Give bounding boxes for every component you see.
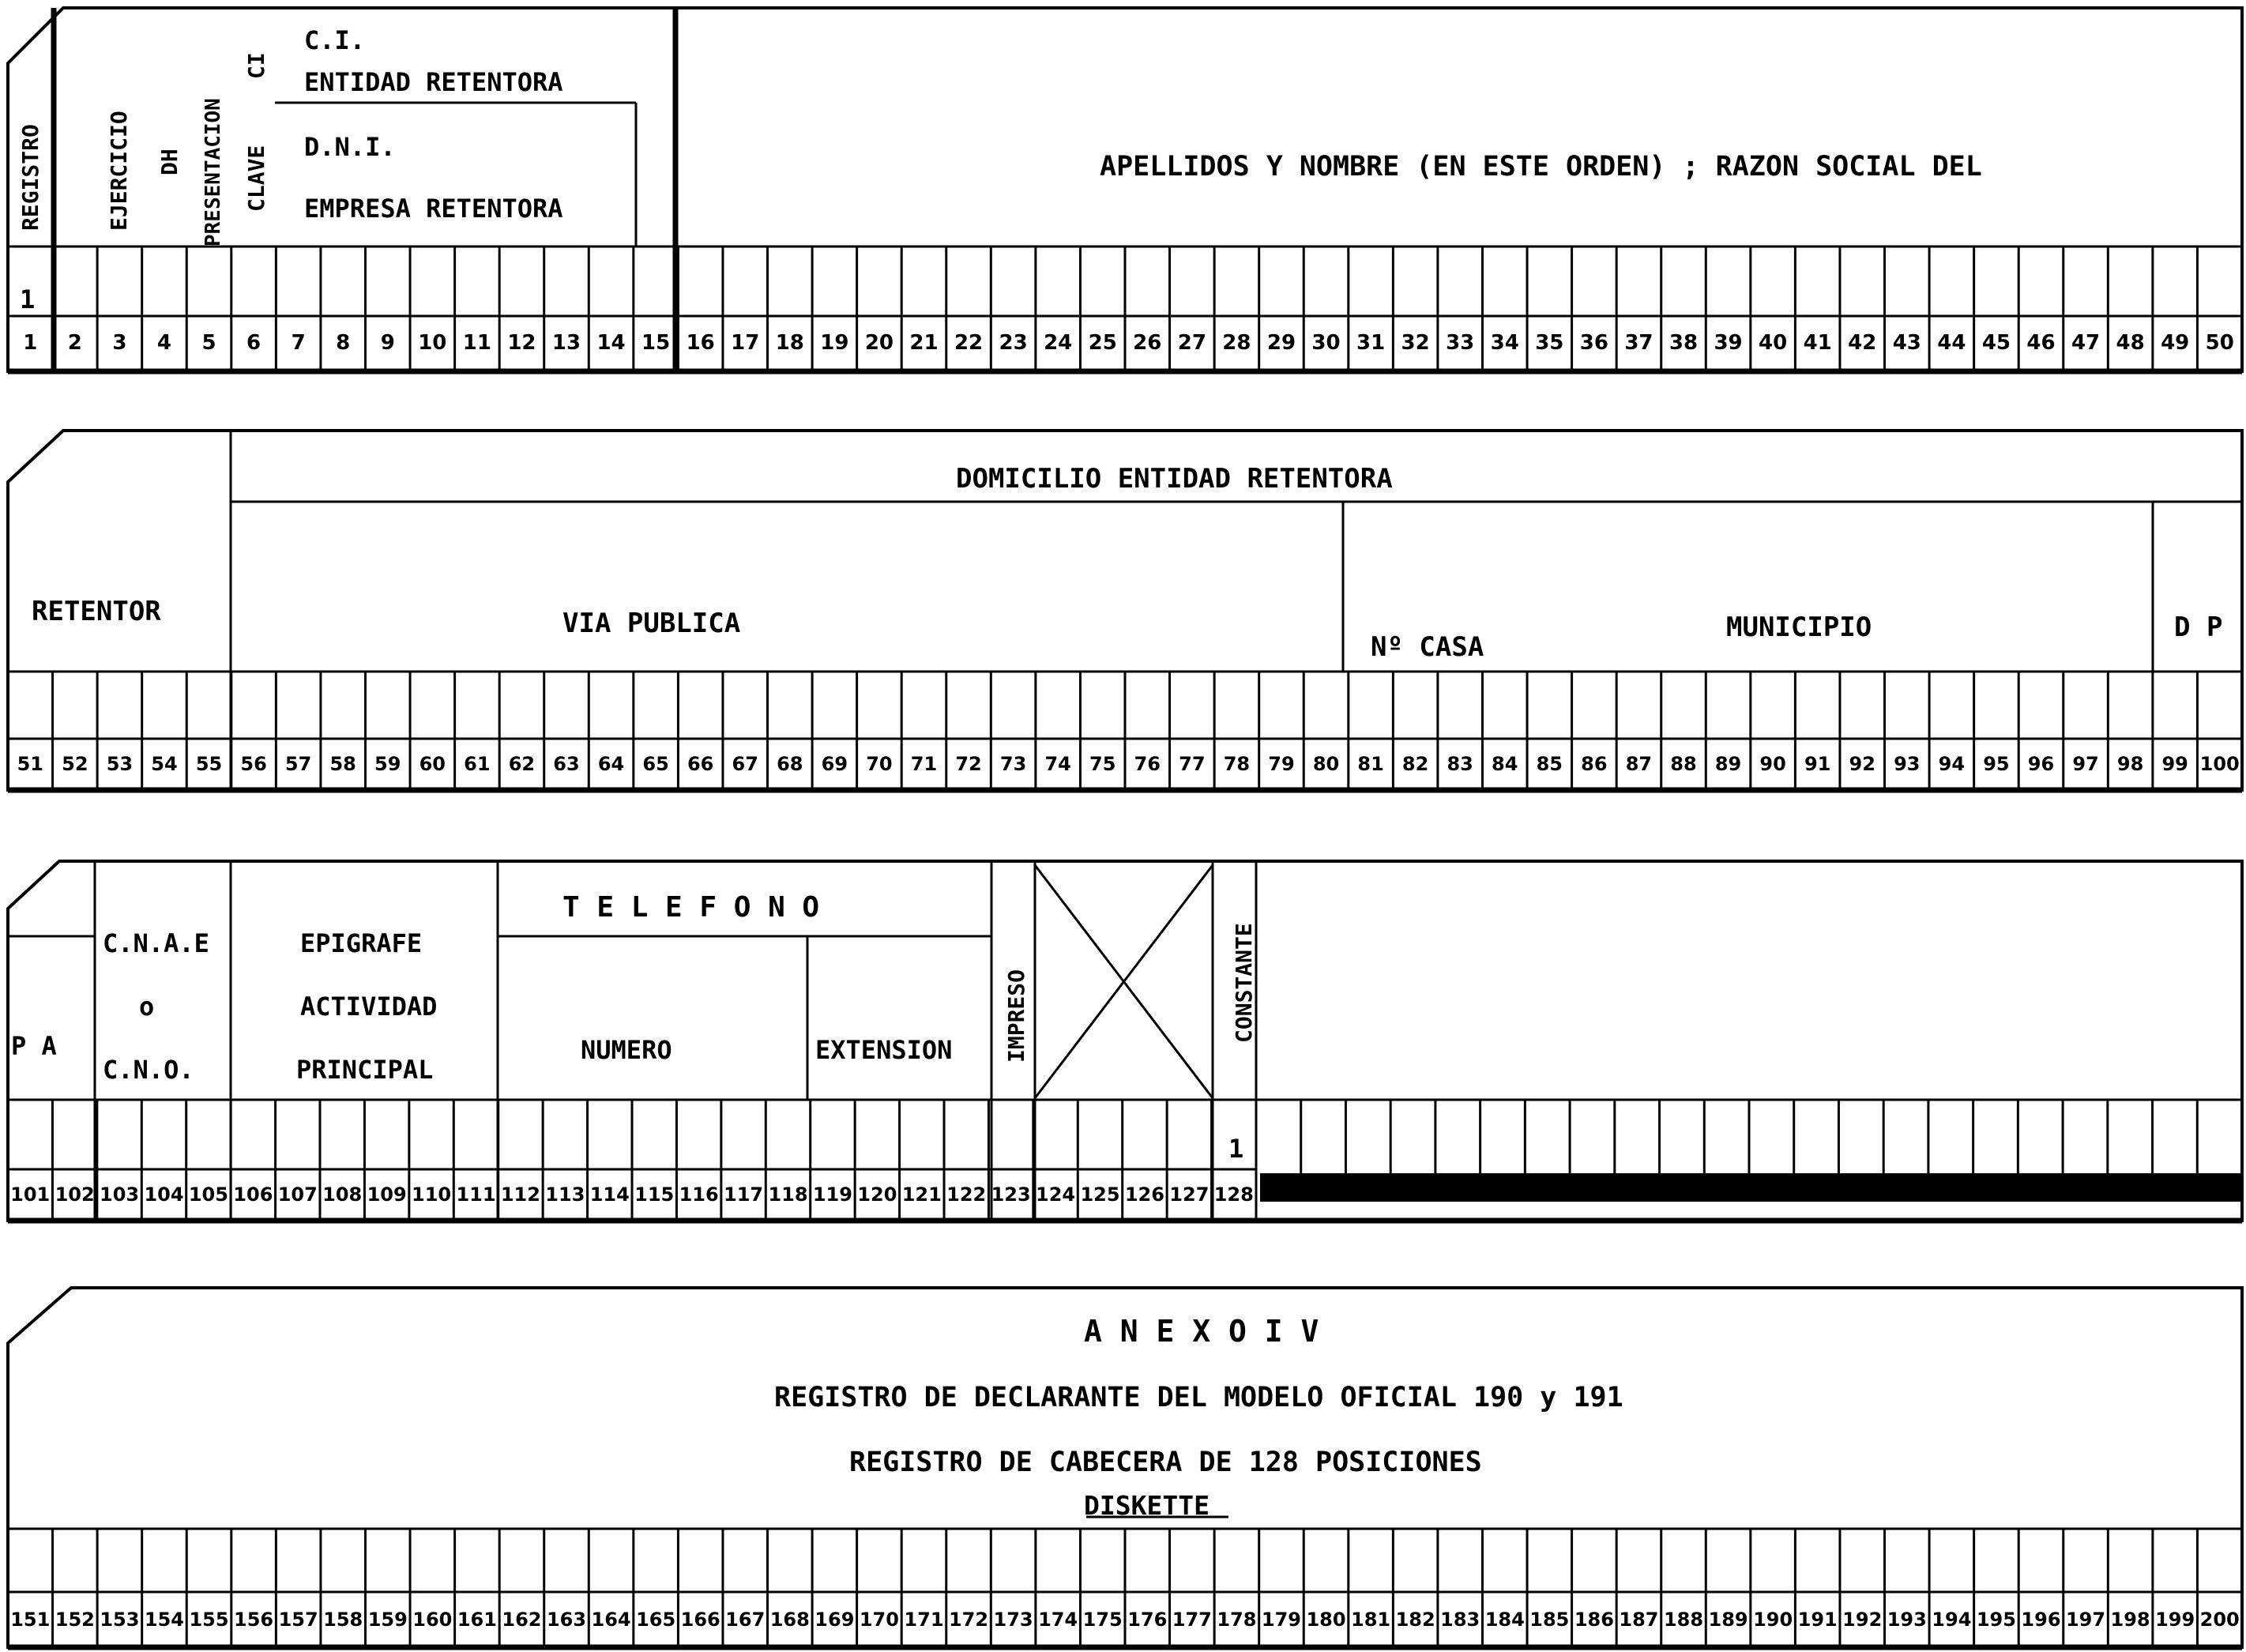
position-number: 12: [507, 331, 536, 355]
position-number: 54: [151, 753, 178, 775]
position-number: 152: [55, 1609, 95, 1631]
card-positions-1-50: [8, 8, 2242, 371]
position-number: 45: [1981, 331, 2011, 355]
position-number: 41: [1803, 331, 1832, 355]
position-number: 52: [62, 753, 88, 775]
position-number: 105: [188, 1183, 228, 1206]
position-number: 125: [1080, 1183, 1120, 1206]
impreso-header: IMPRESO: [1003, 969, 1029, 1063]
position-number: 107: [277, 1183, 318, 1206]
position-number: 58: [329, 753, 356, 775]
constante-header: CONSTANTE: [1231, 923, 1257, 1043]
position-number: 180: [1306, 1609, 1346, 1631]
position-number: 165: [636, 1609, 676, 1631]
position-number: 197: [2065, 1609, 2106, 1631]
ci-header: CI: [243, 52, 269, 79]
position-number: 102: [55, 1183, 95, 1206]
position-number: 27: [1177, 331, 1206, 355]
position-number: 178: [1217, 1609, 1257, 1631]
position-number: 117: [724, 1183, 764, 1206]
position-number: 187: [1619, 1609, 1659, 1631]
position-number: 124: [1036, 1183, 1076, 1206]
position-number: 77: [1179, 753, 1206, 775]
position-number: 151: [10, 1609, 51, 1631]
position-number: 88: [1670, 753, 1697, 775]
via-publica-header: VIA PUBLICA: [562, 608, 741, 639]
position-number: 35: [1535, 331, 1564, 355]
position-number: 123: [991, 1183, 1031, 1206]
position-number: 67: [732, 753, 758, 775]
position-number: 8: [336, 331, 351, 355]
position-number: 194: [1932, 1609, 1972, 1631]
position-number: 157: [278, 1609, 318, 1631]
position-number: 177: [1172, 1609, 1212, 1631]
position-number: 50: [2205, 331, 2234, 355]
position-number: 34: [1490, 331, 1519, 355]
position-number: 89: [1714, 753, 1742, 775]
position-number: 63: [553, 753, 580, 775]
position-number: 48: [2116, 331, 2145, 355]
position-number: 47: [2071, 331, 2101, 355]
position-number: 75: [1089, 753, 1116, 775]
apellidos-nombre-header: APELLIDOS Y NOMBRE (EN ESTE ORDEN) ; RAZON SOCIAL DEL: [1100, 151, 1982, 183]
position-number: 30: [1311, 331, 1341, 355]
position-number: 14: [596, 331, 626, 355]
position-number: 185: [1529, 1609, 1570, 1631]
position-number: 40: [1759, 331, 1788, 355]
position-number: 121: [901, 1183, 942, 1206]
position-number: 103: [100, 1183, 140, 1206]
position-number: 16: [686, 331, 715, 355]
position-number: 3: [112, 331, 127, 355]
cnae-label: C.N.A.E: [103, 928, 209, 958]
position-number: 9: [380, 331, 395, 355]
position-number: 155: [189, 1609, 229, 1631]
position-number: 70: [866, 753, 893, 775]
diskette-subtitle: DISKETTE: [1084, 1490, 1210, 1521]
position-number: 172: [948, 1609, 989, 1631]
position-number: 83: [1447, 753, 1473, 775]
position-number: 44: [1937, 331, 1966, 355]
position-number: 87: [1625, 753, 1653, 775]
position-number: 101: [10, 1183, 51, 1206]
position-number: 192: [1842, 1609, 1883, 1631]
position-number: 160: [412, 1609, 453, 1631]
registro-declarante-subtitle: REGISTRO DE DECLARANTE DEL MODELO OFICIAL 190 y 191: [774, 1382, 1623, 1413]
position-number: 19: [820, 331, 849, 355]
position-number: 195: [1976, 1609, 2016, 1631]
position-number: 167: [725, 1609, 766, 1631]
ejercicio-header: EJERCICIO: [106, 111, 132, 231]
position-number: 97: [2072, 753, 2099, 775]
position-number: 33: [1446, 331, 1475, 355]
position-number: 81: [1357, 753, 1384, 775]
presentacion-header: PRESENTACION: [201, 98, 225, 246]
position-number: 25: [1088, 331, 1117, 355]
position-number: 95: [1983, 753, 2010, 775]
position-number: 36: [1579, 331, 1608, 355]
position-number: 104: [144, 1183, 184, 1206]
position-number: 186: [1574, 1609, 1614, 1631]
position-number: 32: [1401, 331, 1430, 355]
position-number: 29: [1266, 331, 1296, 355]
position-number: 13: [551, 331, 581, 355]
position-number: 24: [1044, 331, 1073, 355]
position-number: 49: [2161, 331, 2190, 355]
position-number: 11: [462, 331, 491, 355]
position-number: 113: [545, 1183, 585, 1206]
position-number: 2: [67, 331, 82, 355]
position-number: 79: [1268, 753, 1295, 775]
position-number: 190: [1753, 1609, 1793, 1631]
position-number: 38: [1669, 331, 1699, 355]
registro-header: REGISTRO: [17, 124, 43, 231]
position-number: 183: [1440, 1609, 1480, 1631]
position-number: 116: [679, 1183, 719, 1206]
position-number: 161: [457, 1609, 497, 1631]
position-number: 22: [954, 331, 984, 355]
position-number: 184: [1484, 1609, 1525, 1631]
position-number: 71: [910, 753, 938, 775]
position-number: 181: [1351, 1609, 1391, 1631]
position-number: 119: [812, 1183, 852, 1206]
position-number: 118: [768, 1183, 808, 1206]
pa-header: P A: [11, 1031, 57, 1061]
clave-header: CLAVE: [243, 145, 269, 212]
dni-label: D.N.I.: [304, 132, 396, 162]
ci-entidad-label: C.I.: [304, 25, 366, 55]
retentor-header: RETENTOR: [32, 596, 161, 627]
position-number: 112: [500, 1183, 540, 1206]
position-number: 191: [1797, 1609, 1838, 1631]
extension-header: EXTENSION: [815, 1035, 953, 1065]
position-number: 65: [642, 753, 669, 775]
position-number: 61: [464, 753, 491, 775]
position-number: 106: [233, 1183, 273, 1206]
position-number: 90: [1759, 753, 1786, 775]
empresa-retentora-label: EMPRESA RETENTORA: [304, 194, 563, 224]
position-number: 92: [1849, 753, 1875, 775]
position-number: 109: [367, 1183, 407, 1206]
filler-band: [1260, 1173, 2242, 1202]
entidad-retentora-label: ENTIDAD RETENTORA: [304, 67, 563, 97]
position-number: 42: [1848, 331, 1877, 355]
position-number: 199: [2155, 1609, 2195, 1631]
position-number: 28: [1222, 331, 1251, 355]
position-number: 60: [419, 753, 446, 775]
position-number: 20: [864, 331, 894, 355]
position-number: 46: [2026, 331, 2056, 355]
position-number: 64: [597, 753, 625, 775]
numero-header: NUMERO: [581, 1035, 672, 1065]
cno-label: C.N.O.: [103, 1055, 194, 1085]
position-number: 18: [775, 331, 804, 355]
dh-header: DH: [156, 149, 182, 175]
position-number: 80: [1312, 753, 1340, 775]
position-number: 15: [641, 331, 671, 355]
position-number: 72: [955, 753, 982, 775]
position-number: 4: [156, 331, 172, 355]
position-number: 85: [1536, 753, 1563, 775]
position-number: 7: [291, 331, 306, 355]
position-number: 86: [1581, 753, 1608, 775]
position-number: 188: [1663, 1609, 1704, 1631]
position-number: 21: [909, 331, 939, 355]
card-positions-151-200: [8, 1288, 2242, 1647]
position-number: 156: [234, 1609, 274, 1631]
position-number: 164: [591, 1609, 631, 1631]
position-number: 174: [1038, 1609, 1078, 1631]
position-number: 120: [857, 1183, 897, 1206]
position-number: 69: [821, 753, 848, 775]
position-number: 53: [106, 753, 134, 775]
position-number: 93: [1894, 753, 1921, 775]
position-number: 111: [456, 1183, 496, 1206]
position-number: 26: [1133, 331, 1162, 355]
position-number: 66: [687, 753, 714, 775]
position-number: 110: [412, 1183, 452, 1206]
position-number: 56: [240, 753, 267, 775]
position-number: 1: [23, 331, 38, 355]
position-number: 100: [2199, 753, 2240, 775]
epigrafe-label: EPIGRAFE: [300, 928, 423, 958]
position-number: 98: [2116, 753, 2144, 775]
position-number: 74: [1044, 753, 1071, 775]
position-number: 115: [634, 1183, 675, 1206]
telefono-header: T E L E F O N O: [562, 891, 820, 924]
position-number: 176: [1127, 1609, 1168, 1631]
position-number: 162: [502, 1609, 542, 1631]
position-number: 159: [367, 1609, 408, 1631]
position-number: 193: [1887, 1609, 1927, 1631]
position-number: 55: [195, 753, 223, 775]
position-number: 31: [1356, 331, 1386, 355]
position-number: 17: [731, 331, 760, 355]
position-number: 182: [1395, 1609, 1435, 1631]
position-number: 198: [2110, 1609, 2150, 1631]
position-number: 57: [284, 753, 312, 775]
position-number: 73: [999, 753, 1027, 775]
position-number: 170: [859, 1609, 899, 1631]
position-number: 108: [322, 1183, 363, 1206]
position-number: 6: [246, 331, 261, 355]
position-number: 5: [201, 331, 216, 355]
position-number: 154: [144, 1609, 185, 1631]
principal-label: PRINCIPAL: [296, 1055, 434, 1085]
position-number: 68: [777, 753, 803, 775]
position-number: 10: [418, 331, 447, 355]
position-number: 39: [1714, 331, 1743, 355]
position-number: 94: [1938, 753, 1966, 775]
position-number: 173: [993, 1609, 1033, 1631]
card-positions-101-128: [8, 861, 2242, 1221]
position-number: 169: [815, 1609, 855, 1631]
domicilio-header: DOMICILIO ENTIDAD RETENTORA: [956, 463, 1393, 495]
position-number: 126: [1124, 1183, 1164, 1206]
registro-cabecera-subtitle: REGISTRO DE CABECERA DE 128 POSICIONES: [849, 1447, 1482, 1478]
position-number: 200: [2199, 1609, 2240, 1631]
position-number: 84: [1492, 753, 1518, 775]
dp-header: D P: [2174, 612, 2223, 643]
position-number: 153: [100, 1609, 140, 1631]
position-number: 128: [1213, 1183, 1254, 1206]
position-number: 175: [1082, 1609, 1123, 1631]
municipio-header: MUNICIPIO: [1726, 612, 1872, 643]
card-positions-51-100: [8, 431, 2242, 790]
position-number: 37: [1624, 331, 1653, 355]
position-number: 158: [323, 1609, 363, 1631]
actividad-label: ACTIVIDAD: [300, 992, 438, 1022]
position-number: 114: [589, 1183, 630, 1206]
num-casa-header: Nº CASA: [1371, 631, 1484, 663]
position-number: 78: [1223, 753, 1251, 775]
cnae-or-label: o: [139, 992, 155, 1022]
position-number: 196: [2021, 1609, 2061, 1631]
position-number: 122: [946, 1183, 987, 1206]
position-number: 166: [680, 1609, 720, 1631]
position-number: 127: [1169, 1183, 1210, 1206]
position-number: 76: [1134, 753, 1161, 775]
constante-value: 1: [1228, 1134, 1244, 1164]
position-number: 91: [1804, 753, 1831, 775]
position-number: 59: [374, 753, 401, 775]
position-number: 96: [2027, 753, 2055, 775]
position-number: 168: [769, 1609, 810, 1631]
position-number: 163: [546, 1609, 587, 1631]
position-number: 43: [1892, 331, 1921, 355]
position-number: 62: [508, 753, 536, 775]
position-number: 179: [1261, 1609, 1302, 1631]
position-number: 189: [1708, 1609, 1748, 1631]
position-number: 23: [999, 331, 1028, 355]
position-number: 99: [2161, 753, 2188, 775]
position-number: 51: [17, 753, 43, 775]
position-number: 171: [904, 1609, 944, 1631]
anexo-title: A N E X O I V: [1084, 1314, 1319, 1349]
registro-constant-value: 1: [20, 284, 36, 314]
position-number: 82: [1401, 753, 1429, 775]
